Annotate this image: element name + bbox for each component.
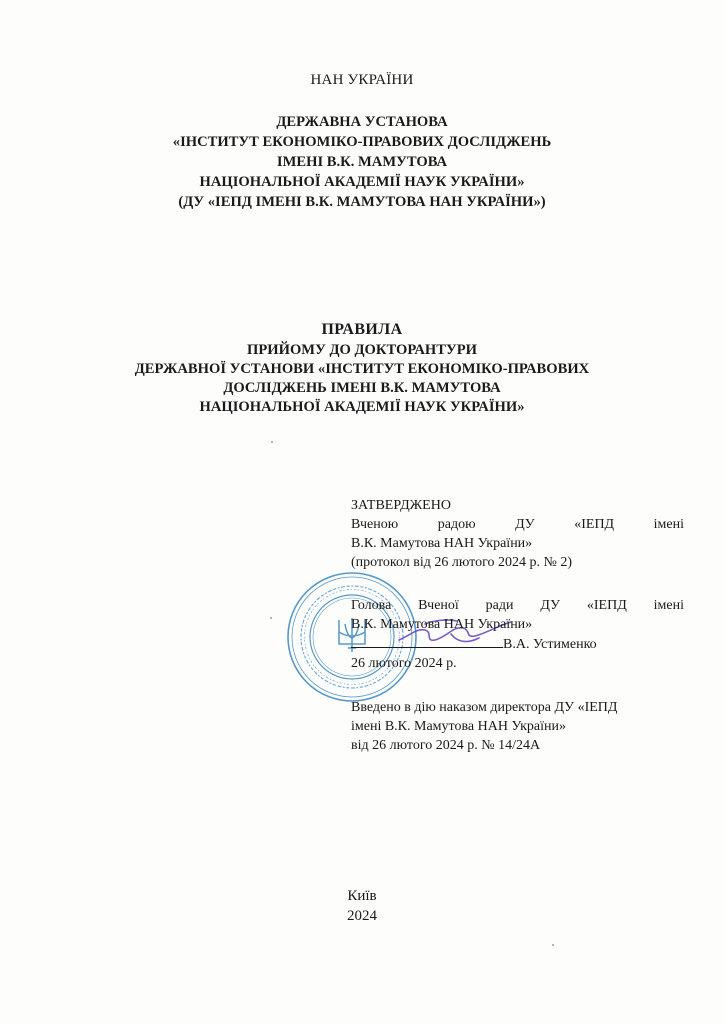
institution-line: НАЦІОНАЛЬНОЇ АКАДЕМІЇ НАУК УКРАЇНИ» [199,174,525,190]
institution-line: (ДУ «ІЕПД ІМЕНІ В.К. МАМУТОВА НАН УКРАЇНИ») [178,194,546,210]
signatory-role-word: «ІЕПД [586,598,627,613]
enactment-block [351,698,684,755]
scan-speck [270,617,272,619]
title-main: ПРАВИЛА [321,321,403,338]
signatory-role-word: ДУ [540,598,561,613]
year: 2024 [347,908,377,924]
approved-by-word: Вченою [351,517,399,532]
institution-name [0,112,724,212]
approved-by-word: «ІЕПД [574,517,615,532]
signature-date: 26 лютого 2024 р. [351,656,457,671]
institution-line: ДЕРЖАВНА УСТАНОВА [276,114,448,130]
protocol-reference: (протокол від 26 лютого 2024 р. № 2) [351,555,573,570]
enactment-line: від 26 лютого 2024 р. № 14/24А [351,738,541,753]
approved-by-word: ДУ [515,517,535,532]
signatory-name: В.А. Устименко [503,637,597,652]
enactment-line: Введено в дію наказом директора ДУ «ІЕПД [351,700,618,715]
signatory-role-word: Вченої [418,598,459,613]
scan-speck [552,944,554,946]
scan-speck [271,441,273,443]
signatory-role-word: Голова [351,598,392,613]
title-line: ПРИЙОМУ ДО ДОКТОРАНТУРИ [246,342,477,358]
signatory-role-word: імені [653,598,684,613]
signatory-role-line-2: В.К. Мамутова НАН України» [351,617,533,632]
approval-block [351,496,684,572]
signature-underline [351,634,503,648]
approved-by-line-2: В.К. Мамутова НАН України» [351,536,533,551]
document-title [0,319,724,417]
academy-name: НАН УКРАЇНИ [310,72,414,88]
approval-label: ЗАТВЕРДЖЕНО [351,498,451,513]
approved-by-word: радою [437,517,476,532]
title-line: НАЦІОНАЛЬНОЇ АКАДЕМІЇ НАУК УКРАЇНИ» [199,399,525,415]
approved-by-word: імені [653,517,684,532]
title-line: ДЕРЖАВНОЇ УСТАНОВИ «ІНСТИТУТ ЕКОНОМІКО-ПРАВОВИХ [134,361,590,377]
place-and-year [0,886,724,926]
institution-line: ІМЕНІ В.К. МАМУТОВА [276,154,448,170]
city: Київ [347,888,377,904]
title-line: ДОСЛІДЖЕНЬ ІМЕНІ В.К. МАМУТОВА [223,380,501,396]
signature-line [351,634,684,654]
institution-line: «ІНСТИТУТ ЕКОНОМІКО-ПРАВОВИХ ДОСЛІДЖЕНЬ [172,134,552,150]
signatory-role-word: ради [485,598,514,613]
approved-by-line [351,515,684,534]
signatory-role-line [351,596,684,615]
enactment-line: імені В.К. Мамутова НАН України» [351,719,567,734]
signatory-block [351,596,684,673]
